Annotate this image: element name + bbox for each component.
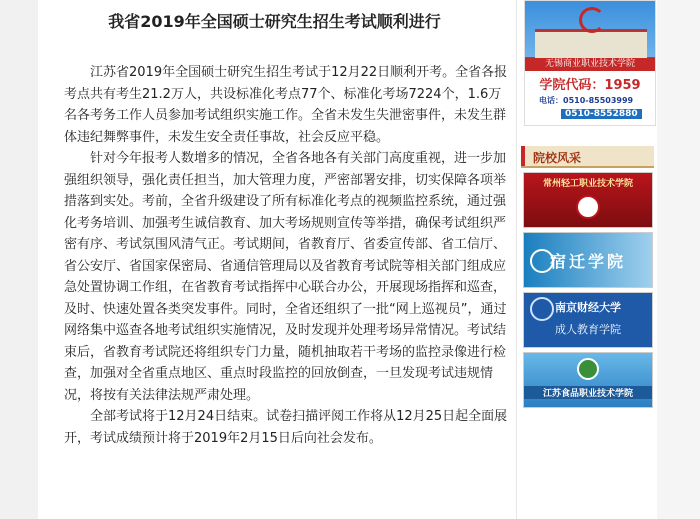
school-seal-icon: [577, 358, 599, 380]
banner-title: 常州轻工职业技术学院: [542, 179, 633, 189]
article-paragraph: 全部考试将于12月24日结束。试卷扫描评阅工作将从12月25日起全面展开，考试成绩预计将于2019年2月15日后向社会发布。: [64, 409, 508, 446]
sidebar: [516, 0, 657, 519]
school-seal-icon: [576, 195, 600, 219]
ad-phone-secondary: 0510-8552880: [561, 109, 642, 119]
school-banner-changzhou[interactable]: [523, 172, 653, 228]
section-title: 院校风采: [533, 151, 582, 165]
section-header-accent: [521, 146, 525, 166]
ad-college-code: 学院代码：1959: [539, 78, 641, 93]
banner-subtitle: 成人教育学院: [555, 323, 621, 336]
banner-title: 南京财经大学: [555, 301, 621, 314]
page-margin-left: [0, 0, 38, 519]
article-panel: [38, 0, 511, 519]
banner-title: 江苏食品职业技术学院: [524, 386, 652, 399]
college-ad-banner[interactable]: [524, 0, 656, 126]
ad-school-name: 无锡商业职业技术学院: [525, 58, 655, 71]
school-banner-jsfood[interactable]: [523, 352, 653, 408]
ad-phone: 电话：0510-85503999: [539, 96, 634, 105]
school-banner-suqian[interactable]: [523, 232, 653, 288]
article-title: 我省2019年全国硕士研究生招生考试顺利进行: [108, 12, 441, 31]
article-body: [64, 62, 511, 449]
article-paragraph: 江苏省2019年全国硕士研究生招生考试于12月22日顺利开考。全省各报考点共有考生21.2万人，共设标准化考点77个、标准化考场7224个，1.6万名各考务工作人员参加考试组织实施工作。全省未发生失泄密事件，未发生群体违纪舞弊事件，未发生安全责任事故，社会反应平稳。: [64, 65, 508, 145]
article-paragraph: 针对今年报考人数增多的情况，全省各地各有关部门高度重视，进一步加强组织领导，强化责任担当，加大管理力度，严密部署安排，切实保障各项举措落到实处。考前，全省升级建设了所有标准化考点的视频监控系统，通过强化考务培训、加强考生诚信教育、加大考场规则宣传等举措，确保考试组织严密有序、考试氛围风清气正。考试期间，省教育厅、省委宣传部、省工信厅、省公安厅、省国家保密局、省通信管理局以及省教育考试院等相关部门组成应急处置协调工作组，在省教育考试指挥中心联合办公，开展现场指挥和巡查，及时、快速处置各类突发事件。同时，全省还组织了一批“网上巡视员”，通过网络集中巡查各地考试组织实施情况，及时发现并处理考场异常情况。考试结束后，省教育考试院还将组织专门力量，随机抽取若干考场的监控录像进行检查，加强对全省重点地区、重点时段监控的回放倒查，一旦发现考试违规情况，将按有关法律法规严肃处理。: [64, 151, 507, 403]
college-logo-icon: [579, 7, 605, 33]
section-header-campus-style: [521, 146, 654, 168]
page-margin-right: [657, 0, 700, 519]
banner-title: 宿迁学院: [549, 252, 626, 271]
school-banner-nufe[interactable]: [523, 292, 653, 348]
